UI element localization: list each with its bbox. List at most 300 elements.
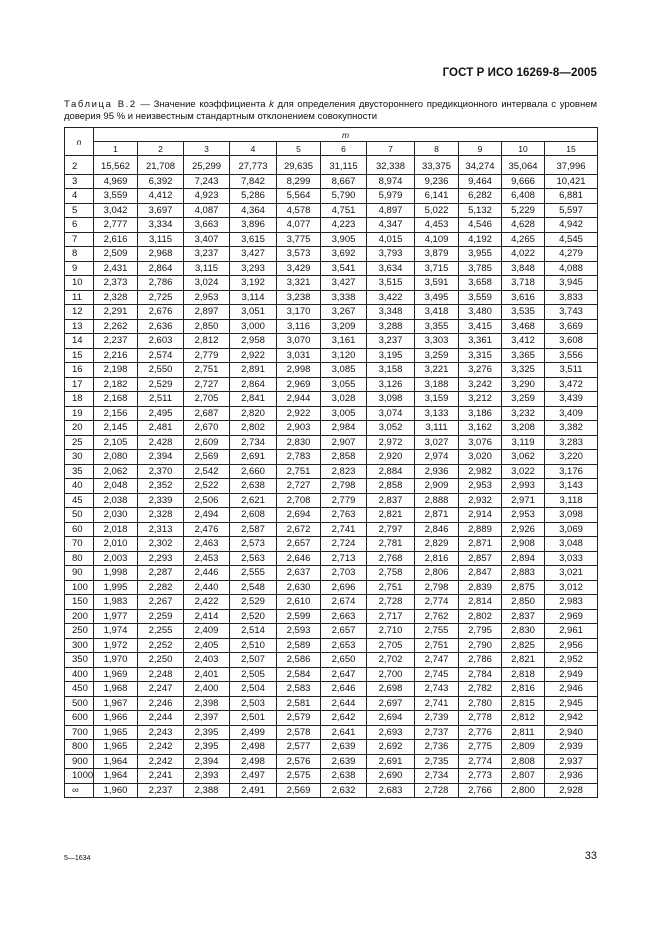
row-label-n: 450 bbox=[65, 682, 94, 697]
table-cell: 3,382 bbox=[545, 421, 598, 436]
table-cell: 29,635 bbox=[277, 156, 321, 175]
table-cell: 2,398 bbox=[184, 696, 230, 711]
table-row bbox=[65, 667, 598, 682]
table-cell: 3,785 bbox=[459, 261, 502, 276]
table-cell: 2,728 bbox=[415, 783, 459, 798]
table-cell: 2,650 bbox=[321, 653, 367, 668]
table-cell: 2,884 bbox=[367, 464, 415, 479]
table-cell: 3,005 bbox=[321, 406, 367, 421]
table-cell: 3,355 bbox=[415, 319, 459, 334]
table-cell: 5,979 bbox=[367, 189, 415, 204]
table-cell: 2,401 bbox=[184, 667, 230, 682]
table-cell: 2,807 bbox=[502, 769, 545, 784]
table-cell: 2,920 bbox=[367, 450, 415, 465]
table-cell: 3,541 bbox=[321, 261, 367, 276]
table-cell: 3,427 bbox=[230, 247, 277, 262]
table-cell: 2,062 bbox=[94, 464, 138, 479]
table-cell: 2,696 bbox=[321, 580, 367, 595]
table-cell: 2,903 bbox=[277, 421, 321, 436]
table-cell: 3,472 bbox=[545, 377, 598, 392]
table-cell: 2,642 bbox=[321, 711, 367, 726]
table-cell: 2,937 bbox=[545, 754, 598, 769]
table-cell: 4,223 bbox=[321, 218, 367, 233]
table-cell: 2,632 bbox=[321, 783, 367, 798]
table-cell: 3,422 bbox=[367, 290, 415, 305]
table-cell: 2,779 bbox=[184, 348, 230, 363]
table-cell: 2,503 bbox=[230, 696, 277, 711]
table-row bbox=[65, 609, 598, 624]
column-header: 7 bbox=[367, 142, 415, 156]
table-cell: 2,776 bbox=[459, 725, 502, 740]
row-label-n: 9 bbox=[65, 261, 94, 276]
table-cell: 3,409 bbox=[545, 406, 598, 421]
row-label-n: 4 bbox=[65, 189, 94, 204]
table-cell: 2,971 bbox=[502, 493, 545, 508]
table-cell: 2,952 bbox=[545, 653, 598, 668]
table-cell: 2,717 bbox=[367, 609, 415, 624]
table-cell: 2,584 bbox=[277, 667, 321, 682]
table-cell: 3,439 bbox=[545, 392, 598, 407]
table-cell: 3,126 bbox=[367, 377, 415, 392]
table-cell: 2,589 bbox=[277, 638, 321, 653]
table-cell: 2,808 bbox=[502, 754, 545, 769]
table-cell: 2,339 bbox=[138, 493, 184, 508]
row-label-n: 60 bbox=[65, 522, 94, 537]
table-cell: 2,495 bbox=[138, 406, 184, 421]
table-cell: 3,321 bbox=[277, 276, 321, 291]
table-row bbox=[65, 189, 598, 204]
table-cell: 2,774 bbox=[415, 595, 459, 610]
column-header: 15 bbox=[545, 142, 598, 156]
table-cell: 2,953 bbox=[184, 290, 230, 305]
row-label-n: 17 bbox=[65, 377, 94, 392]
table-row bbox=[65, 508, 598, 523]
table-cell: 1,970 bbox=[94, 653, 138, 668]
table-cell: 2,758 bbox=[367, 566, 415, 581]
table-cell: 2,657 bbox=[277, 537, 321, 552]
table-cell: 3,259 bbox=[502, 392, 545, 407]
table-cell: 3,905 bbox=[321, 232, 367, 247]
table-row bbox=[65, 334, 598, 349]
table-cell: 2,692 bbox=[367, 740, 415, 755]
table-cell: 2,241 bbox=[138, 769, 184, 784]
table-cell: 2,949 bbox=[545, 667, 598, 682]
row-label-n: 2 bbox=[65, 156, 94, 175]
table-cell: 3,221 bbox=[415, 363, 459, 378]
row-label-n: 600 bbox=[65, 711, 94, 726]
table-cell: 2,573 bbox=[230, 537, 277, 552]
table-cell: 2,370 bbox=[138, 464, 184, 479]
table-cell: 2,145 bbox=[94, 421, 138, 436]
table-cell: 2,790 bbox=[459, 638, 502, 653]
table-cell: 2,795 bbox=[459, 624, 502, 639]
row-label-n: 16 bbox=[65, 363, 94, 378]
table-cell: 3,119 bbox=[502, 435, 545, 450]
table-cell: 2,698 bbox=[367, 682, 415, 697]
table-cell: 2,703 bbox=[321, 566, 367, 581]
table-cell: 3,024 bbox=[184, 276, 230, 291]
table-cell: 2,575 bbox=[277, 769, 321, 784]
table-row bbox=[65, 276, 598, 291]
table-cell: 2,830 bbox=[277, 435, 321, 450]
table-cell: 33,375 bbox=[415, 156, 459, 175]
table-cell: 2,823 bbox=[321, 464, 367, 479]
table-cell: 2,806 bbox=[415, 566, 459, 581]
table-cell: 2,697 bbox=[367, 696, 415, 711]
table-cell: 2,509 bbox=[94, 247, 138, 262]
table-cell: 2,352 bbox=[138, 479, 184, 494]
table-cell: 2,105 bbox=[94, 435, 138, 450]
table-row bbox=[65, 595, 598, 610]
table-cell: 2,956 bbox=[545, 638, 598, 653]
table-cell: 1,969 bbox=[94, 667, 138, 682]
row-label-n: 10 bbox=[65, 276, 94, 291]
table-row bbox=[65, 392, 598, 407]
row-label-n: 11 bbox=[65, 290, 94, 305]
footer-code: 5—1634 bbox=[64, 855, 91, 862]
table-cell: 3,848 bbox=[502, 261, 545, 276]
table-cell: 3,237 bbox=[184, 247, 230, 262]
table-cell: 2,700 bbox=[367, 667, 415, 682]
table-cell: 2,693 bbox=[367, 725, 415, 740]
table-cell: 2,702 bbox=[367, 653, 415, 668]
table-row bbox=[65, 551, 598, 566]
table-cell: 3,027 bbox=[415, 435, 459, 450]
table-cell: 2,837 bbox=[367, 493, 415, 508]
table-cell: 2,781 bbox=[367, 537, 415, 552]
table-cell: 2,802 bbox=[230, 421, 277, 436]
table-cell: 2,481 bbox=[138, 421, 184, 436]
table-cell: 2,328 bbox=[138, 508, 184, 523]
table-cell: 3,833 bbox=[545, 290, 598, 305]
table-cell: 2,936 bbox=[545, 769, 598, 784]
table-cell: 2,242 bbox=[138, 740, 184, 755]
table-cell: 3,315 bbox=[459, 348, 502, 363]
table-row bbox=[65, 247, 598, 262]
row-label-n: 35 bbox=[65, 464, 94, 479]
table-cell: 2,653 bbox=[321, 638, 367, 653]
table-cell: 2,814 bbox=[459, 595, 502, 610]
caption-text-before: — Значение коэффициента bbox=[136, 99, 270, 110]
table-cell: 4,347 bbox=[367, 218, 415, 233]
table-cell: 3,663 bbox=[184, 218, 230, 233]
table-cell: 3,259 bbox=[415, 348, 459, 363]
table-cell: 2,998 bbox=[277, 363, 321, 378]
table-cell: 2,578 bbox=[277, 725, 321, 740]
table-cell: 2,414 bbox=[184, 609, 230, 624]
table-cell: 2,287 bbox=[138, 566, 184, 581]
table-cell: 2,871 bbox=[459, 537, 502, 552]
table-cell: 2,394 bbox=[184, 754, 230, 769]
table-cell: 3,348 bbox=[367, 305, 415, 320]
table-cell: 2,737 bbox=[415, 725, 459, 740]
table-cell: 3,429 bbox=[277, 261, 321, 276]
table-cell: 3,111 bbox=[415, 421, 459, 436]
table-cell: 2,216 bbox=[94, 348, 138, 363]
table-cell: 3,158 bbox=[367, 363, 415, 378]
table-cell: 1,972 bbox=[94, 638, 138, 653]
table-cell: 2,945 bbox=[545, 696, 598, 711]
document-header: ГОСТ Р ИСО 16269-8—2005 bbox=[442, 67, 597, 79]
table-cell: 2,395 bbox=[184, 740, 230, 755]
table-cell: 2,476 bbox=[184, 522, 230, 537]
table-cell: 2,250 bbox=[138, 653, 184, 668]
table-cell: 2,507 bbox=[230, 653, 277, 668]
table-cell: 2,641 bbox=[321, 725, 367, 740]
table-cell: 2,198 bbox=[94, 363, 138, 378]
table-body bbox=[65, 156, 598, 798]
row-label-n: 6 bbox=[65, 218, 94, 233]
table-cell: 2,563 bbox=[230, 551, 277, 566]
table-cell: 2,048 bbox=[94, 479, 138, 494]
table-cell: 4,923 bbox=[184, 189, 230, 204]
table-cell: 3,188 bbox=[415, 377, 459, 392]
table-row bbox=[65, 174, 598, 189]
table-cell: 3,407 bbox=[184, 232, 230, 247]
table-cell: 2,747 bbox=[415, 653, 459, 668]
table-cell: 2,018 bbox=[94, 522, 138, 537]
table-cell: 2,498 bbox=[230, 740, 277, 755]
table-cell: 2,302 bbox=[138, 537, 184, 552]
table-row bbox=[65, 725, 598, 740]
table-row bbox=[65, 218, 598, 233]
table-cell: 3,573 bbox=[277, 247, 321, 262]
table-cell: 2,922 bbox=[277, 406, 321, 421]
table-row bbox=[65, 290, 598, 305]
table-cell: 2,548 bbox=[230, 580, 277, 595]
table-cell: 2,491 bbox=[230, 783, 277, 798]
table-row bbox=[65, 537, 598, 552]
table-cell: 2,839 bbox=[459, 580, 502, 595]
table-cell: 3,069 bbox=[545, 522, 598, 537]
table-cell: 27,773 bbox=[230, 156, 277, 175]
table-cell: 3,159 bbox=[415, 392, 459, 407]
table-cell: 2,889 bbox=[459, 522, 502, 537]
table-row bbox=[65, 305, 598, 320]
table-cell: 3,209 bbox=[321, 319, 367, 334]
table-cell: 2,821 bbox=[502, 653, 545, 668]
table-row bbox=[65, 319, 598, 334]
row-label-n: 40 bbox=[65, 479, 94, 494]
table-cell: 25,299 bbox=[184, 156, 230, 175]
row-label-n: 100 bbox=[65, 580, 94, 595]
table-cell: 2,646 bbox=[321, 682, 367, 697]
table-cell: 3,031 bbox=[277, 348, 321, 363]
table-cell: 3,062 bbox=[502, 450, 545, 465]
table-cell: 3,591 bbox=[415, 276, 459, 291]
table-cell: 2,768 bbox=[367, 551, 415, 566]
table-cell: 2,393 bbox=[184, 769, 230, 784]
table-cell: 2,798 bbox=[415, 580, 459, 595]
table-cell: 2,609 bbox=[184, 435, 230, 450]
table-cell: 2,883 bbox=[502, 566, 545, 581]
row-label-n: ∞ bbox=[65, 783, 94, 798]
table-cell: 2,908 bbox=[502, 537, 545, 552]
table-cell: 3,715 bbox=[415, 261, 459, 276]
table-cell: 3,361 bbox=[459, 334, 502, 349]
table-cell: 2,694 bbox=[367, 711, 415, 726]
table-cell: 2,687 bbox=[184, 406, 230, 421]
table-cell: 3,658 bbox=[459, 276, 502, 291]
table-row bbox=[65, 406, 598, 421]
table-cell: 2,857 bbox=[459, 551, 502, 566]
table-cell: 4,364 bbox=[230, 203, 277, 218]
table-cell: 2,422 bbox=[184, 595, 230, 610]
table-cell: 3,033 bbox=[545, 551, 598, 566]
table-cell: 2,812 bbox=[502, 711, 545, 726]
row-label-n: 50 bbox=[65, 508, 94, 523]
table-cell: 3,267 bbox=[321, 305, 367, 320]
table-cell: 2,498 bbox=[230, 754, 277, 769]
table-cell: 2,587 bbox=[230, 522, 277, 537]
table-cell: 2,782 bbox=[459, 682, 502, 697]
column-header: 5 bbox=[277, 142, 321, 156]
table-cell: 2,953 bbox=[502, 508, 545, 523]
table-cell: 2,743 bbox=[415, 682, 459, 697]
table-cell: 3,042 bbox=[94, 203, 138, 218]
table-cell: 3,176 bbox=[545, 464, 598, 479]
table-cell: 2,984 bbox=[321, 421, 367, 436]
table-cell: 2,778 bbox=[459, 711, 502, 726]
table-cell: 2,968 bbox=[138, 247, 184, 262]
column-header: 4 bbox=[230, 142, 277, 156]
row-label-n: 19 bbox=[65, 406, 94, 421]
table-cell: 2,786 bbox=[459, 653, 502, 668]
table-cell: 2,237 bbox=[94, 334, 138, 349]
table-cell: 4,412 bbox=[138, 189, 184, 204]
table-cell: 5,022 bbox=[415, 203, 459, 218]
table-cell: 2,922 bbox=[230, 348, 277, 363]
table-cell: 2,403 bbox=[184, 653, 230, 668]
table-cell: 2,940 bbox=[545, 725, 598, 740]
table-row bbox=[65, 363, 598, 378]
table-cell: 2,293 bbox=[138, 551, 184, 566]
table-cell: 3,718 bbox=[502, 276, 545, 291]
table-cell: 3,559 bbox=[94, 189, 138, 204]
table-cell: 3,186 bbox=[459, 406, 502, 421]
table-cell: 1,964 bbox=[94, 754, 138, 769]
row-label-n: 3 bbox=[65, 174, 94, 189]
table-cell: 2,783 bbox=[277, 450, 321, 465]
table-cell: 4,969 bbox=[94, 174, 138, 189]
table-cell: 2,969 bbox=[545, 609, 598, 624]
table-cell: 5,132 bbox=[459, 203, 502, 218]
row-label-n: 7 bbox=[65, 232, 94, 247]
table-cell: 3,365 bbox=[502, 348, 545, 363]
table-cell: 2,894 bbox=[502, 551, 545, 566]
row-label-n: 18 bbox=[65, 392, 94, 407]
table-cell: 2,713 bbox=[321, 551, 367, 566]
table-cell: 2,815 bbox=[502, 696, 545, 711]
column-header: 3 bbox=[184, 142, 230, 156]
table-cell: 2,511 bbox=[138, 392, 184, 407]
table-cell: 21,708 bbox=[138, 156, 184, 175]
table-cell: 2,003 bbox=[94, 551, 138, 566]
table-cell: 3,412 bbox=[502, 334, 545, 349]
table-cell: 2,891 bbox=[230, 363, 277, 378]
table-row bbox=[65, 377, 598, 392]
table-cell: 2,942 bbox=[545, 711, 598, 726]
table-cell: 3,022 bbox=[502, 464, 545, 479]
table-cell: 3,021 bbox=[545, 566, 598, 581]
row-header-n: n bbox=[65, 128, 94, 156]
table-row bbox=[65, 653, 598, 668]
table-cell: 1,967 bbox=[94, 696, 138, 711]
table-cell: 2,734 bbox=[230, 435, 277, 450]
table-cell: 2,446 bbox=[184, 566, 230, 581]
table-cell: 2,751 bbox=[415, 638, 459, 653]
row-label-n: 150 bbox=[65, 595, 94, 610]
table-cell: 2,255 bbox=[138, 624, 184, 639]
table-cell: 2,932 bbox=[459, 493, 502, 508]
table-cell: 2,727 bbox=[184, 377, 230, 392]
table-cell: 2,705 bbox=[367, 638, 415, 653]
table-cell: 3,325 bbox=[502, 363, 545, 378]
table-cell: 2,705 bbox=[184, 392, 230, 407]
table-cell: 2,638 bbox=[321, 769, 367, 784]
table-cell: 2,847 bbox=[459, 566, 502, 581]
table-cell: 2,953 bbox=[459, 479, 502, 494]
table-cell: 3,293 bbox=[230, 261, 277, 276]
table-cell: 2,775 bbox=[459, 740, 502, 755]
table-cell: 2,522 bbox=[184, 479, 230, 494]
table-cell: 2,736 bbox=[415, 740, 459, 755]
table-cell: 10,421 bbox=[545, 174, 598, 189]
table-cell: 2,816 bbox=[502, 682, 545, 697]
table-cell: 4,628 bbox=[502, 218, 545, 233]
table-cell: 2,569 bbox=[184, 450, 230, 465]
table-cell: 1,966 bbox=[94, 711, 138, 726]
table-cell: 2,739 bbox=[415, 711, 459, 726]
table-cell: 2,858 bbox=[321, 450, 367, 465]
table-cell: 3,480 bbox=[459, 305, 502, 320]
row-label-n: 15 bbox=[65, 348, 94, 363]
table-cell: 3,028 bbox=[321, 392, 367, 407]
table-cell: 3,212 bbox=[459, 392, 502, 407]
table-cell: 2,510 bbox=[230, 638, 277, 653]
table-cell: 2,864 bbox=[138, 261, 184, 276]
table-cell: 31,115 bbox=[321, 156, 367, 175]
table-cell: 2,818 bbox=[502, 667, 545, 682]
table-cell: 3,143 bbox=[545, 479, 598, 494]
table-cell: 4,088 bbox=[545, 261, 598, 276]
table-cell: 3,616 bbox=[502, 290, 545, 305]
table-cell: 3,634 bbox=[367, 261, 415, 276]
table-row bbox=[65, 203, 598, 218]
table-cell: 2,907 bbox=[321, 435, 367, 450]
table-row bbox=[65, 624, 598, 639]
table-cell: 2,394 bbox=[138, 450, 184, 465]
table-cell: 2,409 bbox=[184, 624, 230, 639]
column-header: 6 bbox=[321, 142, 367, 156]
table-row bbox=[65, 261, 598, 276]
table-cell: 2,888 bbox=[415, 493, 459, 508]
table-row bbox=[65, 232, 598, 247]
table-cell: 3,338 bbox=[321, 290, 367, 305]
table-row bbox=[65, 696, 598, 711]
table-cell: 2,529 bbox=[138, 377, 184, 392]
table-cell: 3,114 bbox=[230, 290, 277, 305]
table-cell: 2,182 bbox=[94, 377, 138, 392]
table-cell: 2,010 bbox=[94, 537, 138, 552]
column-header: 9 bbox=[459, 142, 502, 156]
table-row bbox=[65, 682, 598, 697]
table-cell: 2,672 bbox=[277, 522, 321, 537]
table-cell: 2,529 bbox=[230, 595, 277, 610]
table-cell: 2,745 bbox=[415, 667, 459, 682]
row-label-n: 8 bbox=[65, 247, 94, 262]
table-cell: 2,616 bbox=[94, 232, 138, 247]
